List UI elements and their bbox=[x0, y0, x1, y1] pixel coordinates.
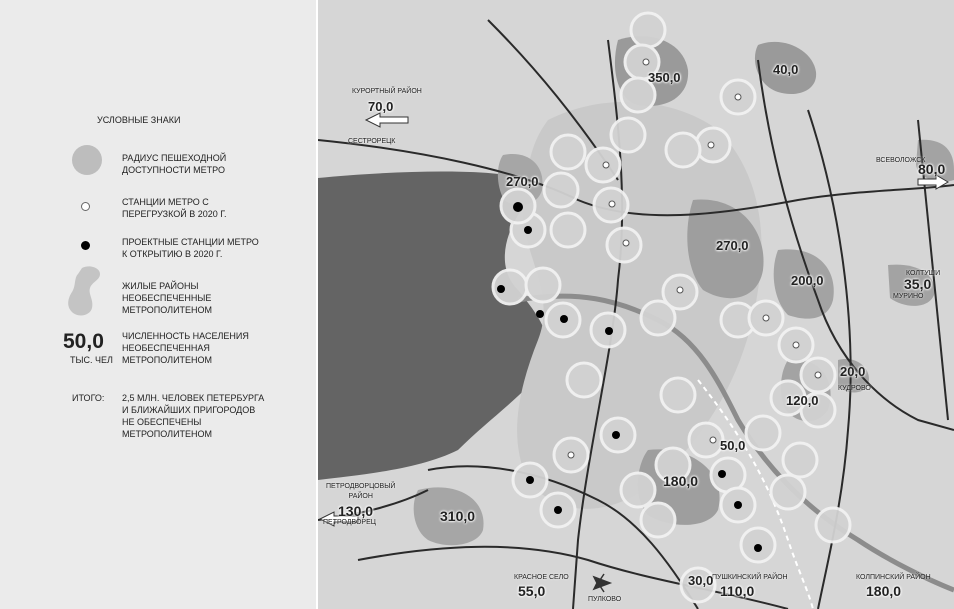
legend-total-label: ИТОГО: bbox=[72, 393, 105, 403]
legend-radius-label: РАДИУС ПЕШЕХОДНОЙ ДОСТУПНОСТИ МЕТРО bbox=[122, 153, 227, 175]
value-55: 55,0 bbox=[518, 583, 546, 599]
place-kudrovo: КУДРОВО bbox=[838, 385, 871, 392]
legend-planned-label: ПРОЕКТНЫЕ СТАНЦИИ МЕТРО К ОТКРЫТИЮ В 2020 Г. bbox=[122, 237, 259, 259]
legend-population-label: ЧИСЛЕННОСТЬ НАСЕЛЕНИЯ НЕОБЕСПЕЧЕННАЯ МЕТРОПОЛИТЕНОМ bbox=[122, 331, 249, 365]
airport-icon bbox=[594, 574, 610, 592]
district-kolpinsky: КОЛПИНСКИЙ РАЙОН bbox=[856, 574, 931, 581]
value-50: 50,0 bbox=[720, 438, 746, 453]
legend-overloaded-label: СТАНЦИИ МЕТРО С ПЕРЕГРУЗКОЙ В 2020 Г. bbox=[122, 197, 227, 219]
place-vsevolozhsk: ВСЕВОЛОЖСК bbox=[876, 157, 926, 164]
planned-station-symbol bbox=[81, 241, 90, 250]
value-110: 110,0 bbox=[720, 583, 755, 599]
legend-pop-unit: ТЫС. ЧЕЛ bbox=[70, 355, 113, 365]
district-kurortny: КУРОРТНЫЙ РАЙОН bbox=[352, 88, 422, 95]
value-180-kolpino: 180,0 bbox=[866, 583, 902, 599]
value-120: 120,0 bbox=[786, 393, 819, 408]
legend-pop-value: 50,0 bbox=[63, 330, 104, 353]
value-200: 200,0 bbox=[791, 273, 824, 288]
value-80: 80,0 bbox=[918, 161, 946, 177]
place-petrodvorets: ПЕТРОДВОРЕЦ bbox=[323, 519, 376, 526]
value-270-east: 270,0 bbox=[716, 238, 749, 253]
value-70: 70,0 bbox=[368, 99, 394, 114]
value-30: 30,0 bbox=[688, 573, 714, 588]
district-petrodvortsovy: ПЕТРОДВОРЦОВЫЙ РАЙОН bbox=[326, 483, 396, 500]
walking-radius-symbol bbox=[72, 145, 102, 175]
place-pulkovo: ПУЛКОВО bbox=[588, 596, 622, 603]
value-270-north: 270,0 bbox=[506, 174, 539, 189]
overloaded-station-symbol bbox=[81, 202, 90, 211]
legend-panel bbox=[0, 0, 316, 609]
district-pushkinsky: ПУШКИНСКИЙ РАЙОН bbox=[712, 574, 788, 581]
value-20: 20,0 bbox=[840, 364, 866, 379]
district-krasnoe-selo: КРАСНОЕ СЕЛО bbox=[514, 574, 569, 581]
place-sestroretsk: СЕСТРОРЕЦК bbox=[348, 138, 396, 145]
place-koltushi: КОЛТУШИ bbox=[906, 270, 941, 277]
residential-area-symbol bbox=[64, 264, 112, 320]
value-310: 310,0 bbox=[440, 508, 476, 524]
value-130: 130,0 bbox=[338, 503, 374, 519]
legend-areas-label: ЖИЛЫЕ РАЙОНЫ НЕОБЕСПЕЧЕННЫЕ МЕТРОПОЛИТЕНОМ bbox=[122, 281, 213, 315]
value-350: 350,0 bbox=[648, 70, 681, 85]
value-180-center: 180,0 bbox=[663, 473, 699, 489]
city-map bbox=[318, 0, 954, 609]
value-40: 40,0 bbox=[773, 62, 799, 77]
value-35: 35,0 bbox=[904, 276, 932, 292]
place-murino: МУРИНО bbox=[893, 293, 924, 300]
legend-total-text: 2,5 МЛН. ЧЕЛОВЕК ПЕТЕРБУРГА И БЛИЖАЙШИХ ПРИГОРОДОВ НЕ ОБЕСПЕЧЕНЫ МЕТРОПОЛИТЕНОМ bbox=[122, 393, 265, 439]
legend-title: УСЛОВНЫЕ ЗНАКИ bbox=[97, 115, 181, 125]
